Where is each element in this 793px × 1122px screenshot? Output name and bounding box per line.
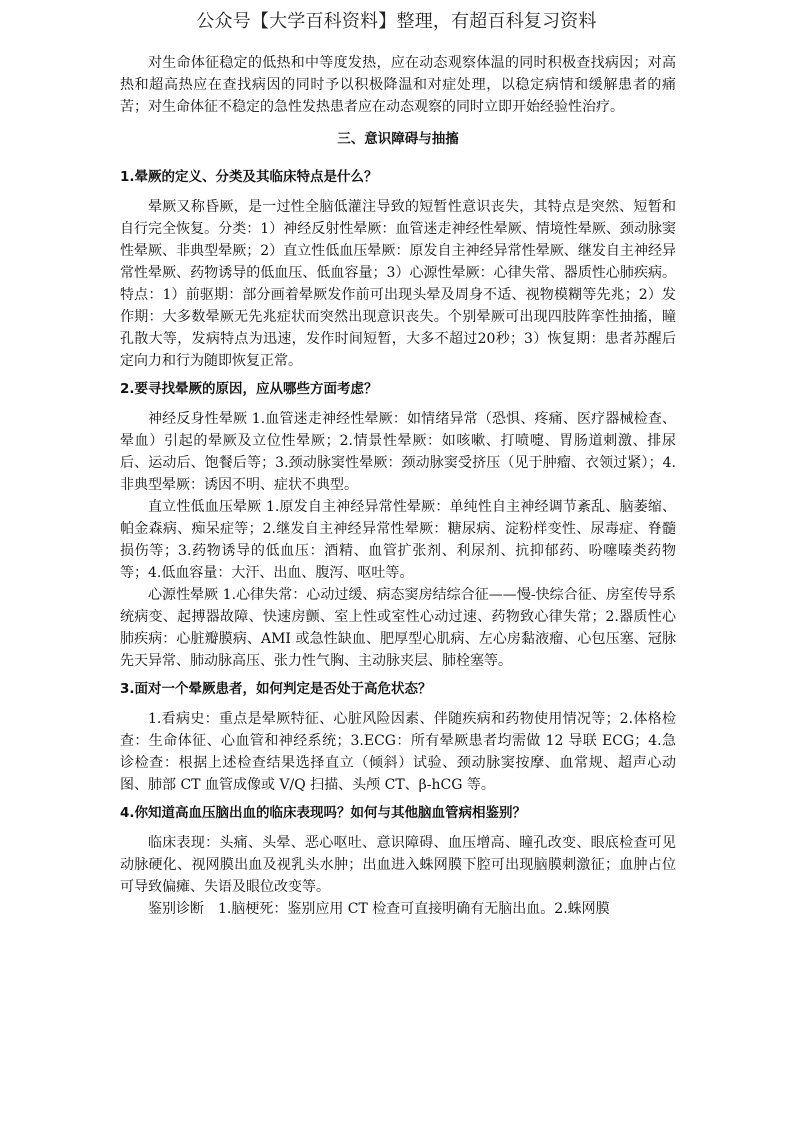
answer-paragraph: 直立性低血压晕厥 1.原发自主神经异常性晕厥：单纯性自主神经调节紊乱、脑萎缩、帕金森病、痴呆症等；2.继发自主神经异常性晕厥：糖尿病、淀粉样变性、尿毒症、脊髓损伤等；3.药物诱导的低血压：酒精、血管扩张剂、利尿剂、抗抑郁药、吩噻嗪类药物等；4.低血容量：大汗、出血、腹泻、呕吐等。 [120, 499, 676, 581]
answer-paragraph: 神经反身性晕厥 1.血管迷走神经性晕厥：如情绪异常（恐惧、疼痛、医疗器械检查、晕血）引起的晕厥及立位性晕厥；2.情景性晕厥：如咳嗽、打喷嚏、胃肠道刺激、排尿后、运动后、饱餐后等；3.颈动脉窦性晕厥：颈动脉窦受挤压（见于肿瘤、衣领过紧）；4.非典型晕厥：诱因不明、症状不典型。 [120, 411, 676, 493]
page-header: 公众号【大学百科资料】整理，有超百科复习资料 [196, 11, 597, 32]
question-block [120, 378, 676, 672]
question-block [120, 678, 676, 796]
answer-paragraph: 临床表现：头痛、头晕、恶心呕吐、意识障碍、血压增高、瞳孔改变、眼底检查可见动脉硬化、视网膜出血及视乳头水肿；出血进入蛛网膜下腔可出现脑膜刺激征；血肿占位可导致偏瘫、失语及眼位改变等。 [120, 835, 676, 895]
document-body [120, 52, 676, 920]
answer-paragraph: 1.看病史：重点是晕厥特征、心脏风险因素、伴随疾病和药物使用情况等；2.体格检查：生命体征、心血管和神经系统；3.ECG：所有晕厥患者均需做 12 导联 ECG；4.急诊检查：根据上述检查结果选择直立（倾斜）试验、颈动脉窦按摩、血常规、超声心动图、肺部 CT 血管成像或 V/Q 扫描、头颅 CT、β-hCG 等。 [120, 711, 676, 793]
question-title: 3.面对一个晕厥患者，如何判定是否处于高危状态？ [120, 681, 432, 697]
section-title: 三、意识障碍与抽搐 [337, 131, 459, 147]
question-title: 4.你知道高血压脑出血的临床表现吗？如何与其他脑血管病相鉴别？ [120, 805, 527, 821]
answer-paragraph: 心源性晕厥 1.心律失常：心动过缓、病态窦房结综合征——慢-快综合征、房室传导系统病变、起搏器故障、快速房颤、室上性或室性心动过速、药物致心律失常；2.器质性心肺疾病：心脏瓣膜病、AMI 或急性缺血、肥厚型心肌病、左心房黏液瘤、心包压塞、冠脉先天异常、肺动脉高压、张力性气胸、主动脉夹层、肺栓塞等。 [120, 587, 676, 669]
intro-paragraph: 对生命体征稳定的低热和中等度发热，应在动态观察体温的同时积极查找病因；对高热和超高热应在查找病因的同时予以积极降温和对症处理，以稳定病情和缓解患者的痛苦；对生命体征不稳定的急性发热患者应在动态观察的同时立即开始经验性治疗。 [120, 55, 676, 115]
question-title: 1.晕厥的定义、分类及其临床特点是什么？ [120, 169, 378, 185]
question-block [120, 166, 676, 372]
answer-paragraph: 晕厥又称昏厥，是一过性全脑低灌注导致的短暂性意识丧失，其特点是突然、短暂和自行完全恢复。分类：1）神经反射性晕厥：血管迷走神经性晕厥、情境性晕厥、颈动脉窦性晕厥、非典型晕厥；2）直立性低血压晕厥：原发自主神经异常性晕厥、继发自主神经异常性晕厥、药物诱导的低血压、低血容量；3）心源性晕厥：心律失常、器质性心肺疾病。特点：1）前驱期：部分画着晕厥发作前可出现头晕及周身不适、视物模糊等先兆；2）发作期：大多数晕厥无先兆症状而突然出现意识丧失。个别晕厥可出现四肢阵挛性抽搐，瞳孔散大等，发病特点为迅速，发作时间短暂，大多不超过20秒；3）恢复期：患者苏醒后定向力和行为随即恢复正常。 [120, 199, 676, 369]
answer-paragraph: 鉴别诊断 1.脑梗死：鉴别应用 CT 检查可直接明确有无脑出血。2.蛛网膜 [148, 901, 610, 917]
question-block [120, 802, 676, 920]
question-title: 2.要寻找晕厥的原因，应从哪些方面考虑？ [120, 381, 378, 397]
